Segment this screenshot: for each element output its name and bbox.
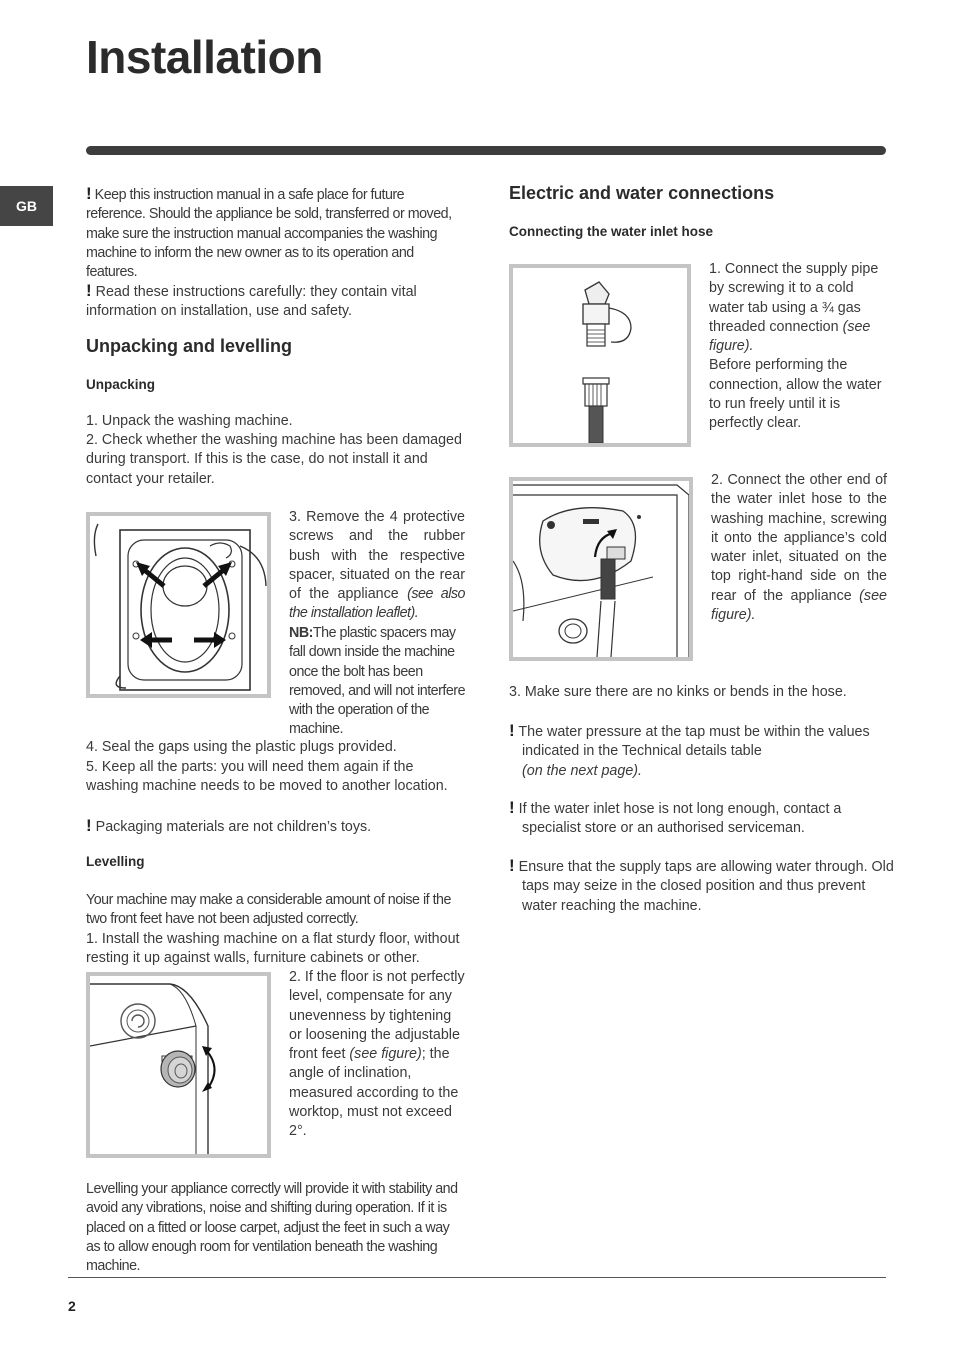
section-heading-unpacking-levelling: Unpacking and levelling [86,336,293,356]
rear-panel-illustration [90,516,267,694]
page-title: Installation [86,31,323,83]
intro-warning-1 [86,184,466,282]
unpack-step-3-ref: (see also the installation leaflet). [289,586,465,622]
inlet-step-1 [709,260,889,434]
warning-taps-text: Ensure that the supply taps are allowing water through. Old taps may seize in the closed position and thus prevent water reaching the machine. [518,859,894,914]
inlet-step-3: 3. Make sure there are no kinks or bends in the hose. [509,684,847,700]
unpack-step-5: 5. Keep all the parts: you will need them again if the washing machine needs to be moved to another location. [86,759,448,795]
adjustable-foot-illustration [90,976,267,1154]
warning-pressure-ref: (on the next page). [522,762,643,779]
subheading-inlet-hose: Connecting the water inlet hose [509,224,714,239]
unpack-step-4: 4. Seal the gaps using the plastic plugs provided. [86,739,397,755]
warning-icon: ! [86,184,92,203]
nb-note [289,624,465,740]
section-heading-connections: Electric and water connections [509,183,775,203]
figure-tap-connection [509,264,691,447]
levelling-intro: Your machine may make a considerable amount of noise if the two front feet have not been adjusted correctly. [86,892,451,928]
intro-warning-2-text: Read these instructions carefully: they contain vital information on installation, use and safety. [86,284,417,320]
figure-machine-inlet [509,477,693,661]
warning-icon: ! [509,856,515,875]
nb-text: The plastic spacers may fall down inside the machine once the bolt has been removed, and will not interfere with the operation of the machine. [289,625,466,738]
nb-label: NB: [289,625,313,641]
warning-taps [509,856,900,916]
warning-icon: ! [86,816,92,835]
intro-warning-1-text: Keep this instruction manual in a safe place for future reference. Should the appliance be sold, transferred or moved, make sure the instruction manual accompanies the washing machine to inform the new owner as to its operation and features. [86,187,452,281]
warning-icon: ! [86,281,92,300]
level-step-2 [289,968,465,1142]
inlet-step-1-note: Before performing the connection, allow the water to run freely until it is perfectly clear. [709,357,882,432]
subheading-levelling: Levelling [86,854,145,869]
machine-inlet-illustration [513,481,689,657]
inlet-step-2 [711,471,887,625]
packaging-warning [86,816,466,837]
warning-hose-text: If the water inlet hose is not long enough, contact a specialist store or an authorised serviceman. [518,801,842,837]
figure-adjustable-foot [86,972,271,1158]
inlet-step-1-text: 1. Connect the supply pipe by screwing it to a cold water tab using a ¾ gas threaded connection [709,261,879,335]
tap-connector-illustration [513,268,687,443]
level-step-2-ref: (see figure) [349,1046,422,1063]
level-step-1: 1. Install the washing machine on a flat sturdy floor, without resting it up against walls, furniture cabinets or other. [86,931,460,967]
unpack-step-2: 2. Check whether the washing machine has been damaged during transport. If this is the case, do not install it and contact your retailer. [86,432,462,487]
levelling-outro: Levelling your appliance correctly will provide it with stability and avoid any vibrations, noise and shifting during operation. If it is placed on a fitted or loose carpet, adjust the feet in such a way as to allow enough room for ventilation beneath the washing machine. [86,1181,458,1275]
inlet-step-1-ref: (see figure). [709,318,871,355]
footer-divider [68,1277,886,1278]
inlet-step-2-ref: (see figure). [711,587,887,624]
warning-hose-length [509,798,900,839]
intro-warning-2 [86,281,466,322]
unpack-step-1: 1. Unpack the washing machine. [86,413,293,429]
page-number: 2 [68,1298,76,1314]
inlet-step-2-text: 2. Connect the other end of the water inlet hose to the washing machine, screwing it onto the appliance’s cold water inlet, situated on the top right-hand side on the rear of the appliance [711,472,887,604]
unpack-step-3 [289,508,465,624]
level-step-2-text-b: ; the angle of inclination, measured according to the worktop, must not exceed 2°. [289,1046,459,1140]
warning-icon: ! [509,798,515,817]
subheading-unpacking: Unpacking [86,377,156,392]
packaging-warning-text: Packaging materials are not children’s toys. [95,819,372,835]
figure-rear-transport-screws [86,512,271,698]
level-step-2-text: 2. If the floor is not perfectly level, compensate for any unevenness by tightening or loosening the adjustable front feet [289,969,465,1063]
warning-icon: ! [509,721,515,740]
warning-pressure-text: The water pressure at the tap must be within the values indicated in the Technical details table [518,724,870,760]
unpack-step-3-text: 3. Remove the 4 protective screws and the rubber bush with the respective spacer, situated on the rear of the appliance [289,509,465,603]
title-divider [86,146,886,155]
language-tab: GB [0,186,53,226]
warning-pressure [509,721,900,781]
